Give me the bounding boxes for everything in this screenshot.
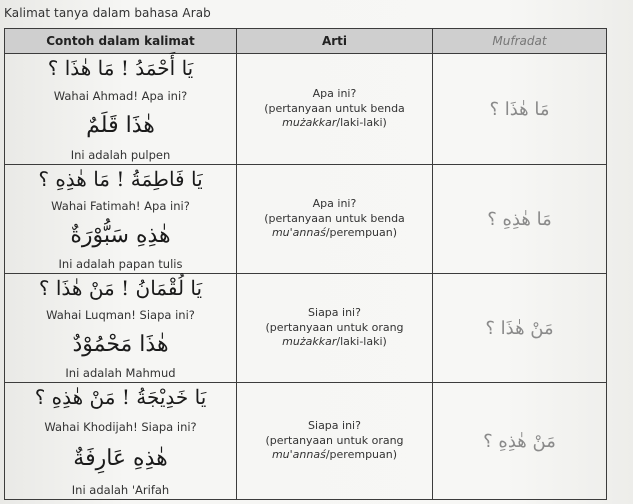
- question-translation: Wahai Ahmad! Apa ini?: [53, 88, 188, 103]
- meaning-cell: [237, 54, 433, 165]
- arabic-answer: هٰذِهِ عَارِفَةٌ: [73, 446, 168, 472]
- question-translation: Wahai Luqman! Siapa ini?: [46, 308, 195, 322]
- answer-translation: Ini adalah 'Arifah: [71, 483, 170, 498]
- arabic-question: يَا فَاطِمَةُ ! مَا هٰذِهِ ؟: [38, 167, 203, 191]
- meaning-gender-gloss: /laki-laki): [336, 116, 387, 130]
- answer-translation: Ini adalah Mahmud: [65, 366, 176, 381]
- meaning-cell: [237, 274, 433, 383]
- header-example: Contoh dalam kalimat: [5, 29, 237, 54]
- question-words-table: [4, 28, 607, 500]
- table-row: [5, 54, 607, 165]
- meaning-question: Apa ini?: [312, 196, 357, 210]
- meaning-gender-term: mu'annaś: [271, 226, 326, 240]
- arabic-question: يَا أَحْمَدُ ! مَا هٰذَا ؟: [47, 56, 194, 80]
- example-cell: [5, 274, 237, 383]
- table-row: [5, 383, 607, 500]
- meaning-question: Siapa ini?: [308, 305, 361, 319]
- question-translation: Wahai Fatimah! Apa ini?: [51, 199, 190, 213]
- header-mufradat: Mufradat: [433, 29, 607, 54]
- mufradat-cell: [433, 54, 607, 165]
- meaning-gender-term: mu'annaś: [271, 448, 326, 462]
- mufradat-cell: [433, 165, 607, 274]
- header-meaning: Arti: [237, 29, 433, 54]
- example-cell: [5, 383, 237, 500]
- answer-translation: Ini adalah papan tulis: [58, 257, 183, 272]
- mufradat-phrase: مَا هٰذَا ؟: [489, 98, 550, 120]
- answer-translation: Ini adalah pulpen: [70, 148, 171, 163]
- arabic-answer: هٰذَا قَلَمٌ: [86, 113, 155, 139]
- meaning-gender-gloss: /perempuan): [325, 448, 398, 462]
- meaning-cell: [237, 383, 433, 500]
- meaning-gender-gloss: /laki-laki): [336, 335, 387, 349]
- question-translation: Wahai Khodijah! Siapa ini?: [44, 419, 197, 434]
- table-row: [5, 274, 607, 383]
- table-caption: Kalimat tanya dalam bahasa Arab: [4, 6, 211, 20]
- mufradat-cell: [433, 383, 607, 500]
- mufradat-cell: [433, 274, 607, 383]
- meaning-note: (pertanyaan untuk benda: [264, 211, 405, 225]
- arabic-question: يَا لُقْمَانُ ! مَنْ هٰذَا ؟: [38, 276, 203, 300]
- meaning-gender-gloss: /perempuan): [325, 226, 398, 240]
- meaning-cell: [237, 165, 433, 274]
- meaning-note: (pertanyaan untuk orang: [265, 433, 404, 447]
- mufradat-phrase: مَنْ هٰذَا ؟: [485, 317, 554, 339]
- meaning-note: (pertanyaan untuk orang: [265, 320, 404, 334]
- example-cell: [5, 54, 237, 165]
- mufradat-phrase: مَنْ هٰذِهِ ؟: [483, 430, 556, 452]
- meaning-gender-term: mużakkar: [282, 335, 337, 349]
- meaning-question: Apa ini?: [312, 86, 357, 100]
- arabic-question: يَا خَدِيْجَةُ ! مَنْ هٰذِهِ ؟: [34, 385, 207, 409]
- meaning-gender-term: mużakkar: [282, 116, 337, 130]
- meaning-question: Siapa ini?: [308, 418, 361, 432]
- example-cell: [5, 165, 237, 274]
- header-row: [5, 29, 607, 54]
- table-row: [5, 165, 607, 274]
- arabic-answer: هٰذِهِ سَبُّوْرَةٌ: [70, 222, 171, 248]
- arabic-answer: هٰذَا مَحْمُوْدٌ: [72, 331, 169, 357]
- meaning-note: (pertanyaan untuk benda: [264, 101, 405, 115]
- mufradat-phrase: مَا هٰذِهِ ؟: [487, 208, 552, 230]
